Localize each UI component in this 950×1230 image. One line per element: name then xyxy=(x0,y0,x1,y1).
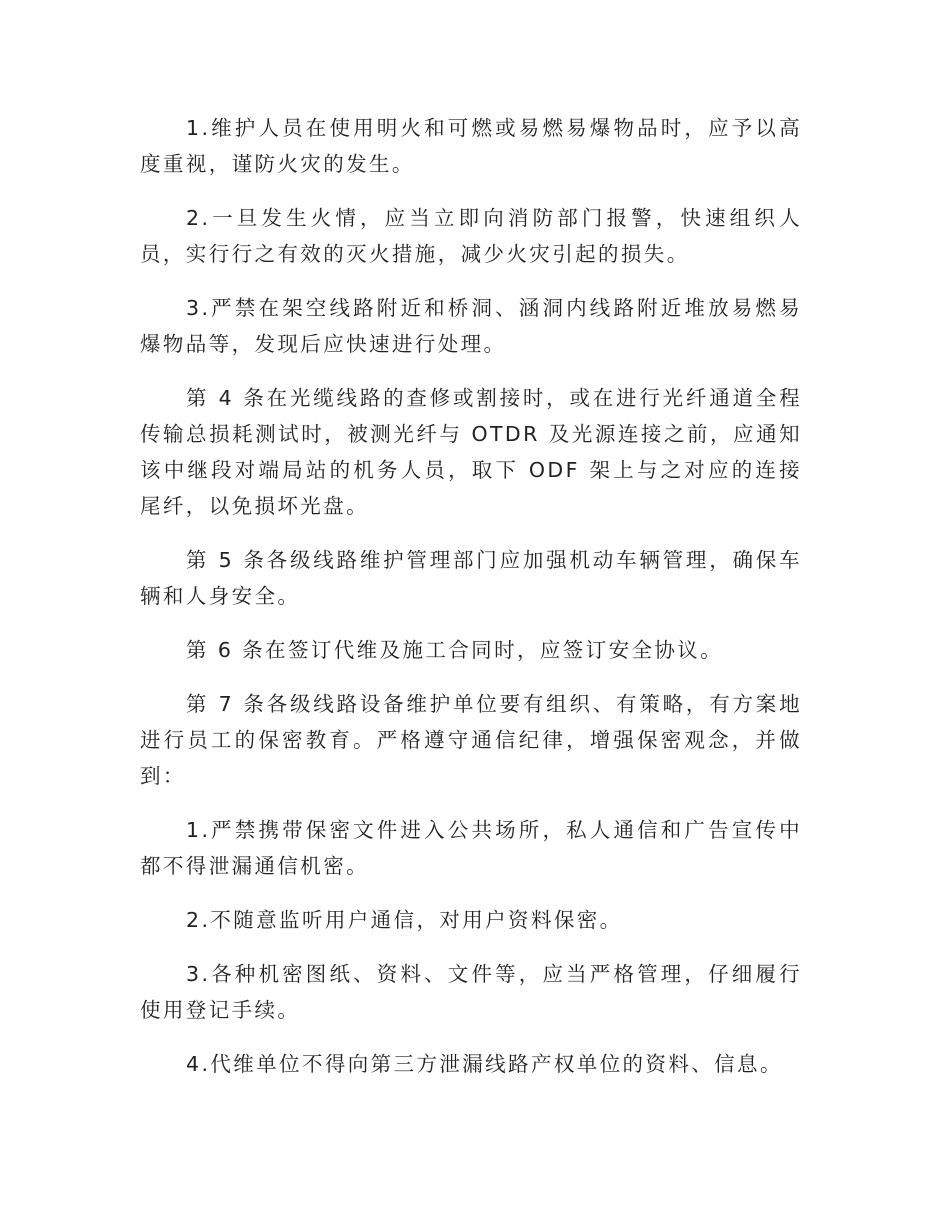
paragraph-fire-1: 1.维护人员在使用明火和可燃或易燃易爆物品时，应予以高度重视，谨防火灾的发生。 xyxy=(140,116,802,176)
paragraph-article-6: 第 6 条在签订代维及施工合同时，应签订安全协议。 xyxy=(186,638,724,662)
paragraph-article-5: 第 5 条各级线路维护管理部门应加强机动车辆管理，确保车辆和人身安全。 xyxy=(140,548,802,608)
paragraph-secrecy-1: 1.严禁携带保密文件进入公共场所，私人通信和广告宣传中都不得泄漏通信机密。 xyxy=(140,818,802,878)
paragraph-secrecy-3: 3.各种机密图纸、资料、文件等，应当严格管理，仔细履行使用登记手续。 xyxy=(140,962,802,1022)
paragraph-secrecy-4: 4.代维单位不得向第三方泄漏线路产权单位的资料、信息。 xyxy=(186,1052,783,1076)
paragraph-article-4: 第 4 条在光缆线路的查修或割接时，或在进行光纤通道全程传输总损耗测试时，被测光纤与 OTDR 及光源连接之前，应通知该中继段对端局站的机务人员，取下 ODF 架上与之对应的连接尾纤，以免损坏光盘。 xyxy=(140,386,802,518)
paragraph-fire-2: 2.一旦发生火情，应当立即向消防部门报警，快速组织人员，实行行之有效的灭火措施，减少火灾引起的损失。 xyxy=(140,206,802,266)
paragraph-article-7: 第 7 条各级线路设备维护单位要有组织、有策略，有方案地进行员工的保密教育。严格遵守通信纪律，增强保密观念，并做到： xyxy=(140,692,802,788)
paragraph-secrecy-2: 2.不随意监听用户通信，对用户资料保密。 xyxy=(186,908,623,932)
paragraph-fire-3: 3.严禁在架空线路附近和桥洞、涵洞内线路附近堆放易燃易爆物品等，发现后应快速进行处理。 xyxy=(140,296,802,356)
